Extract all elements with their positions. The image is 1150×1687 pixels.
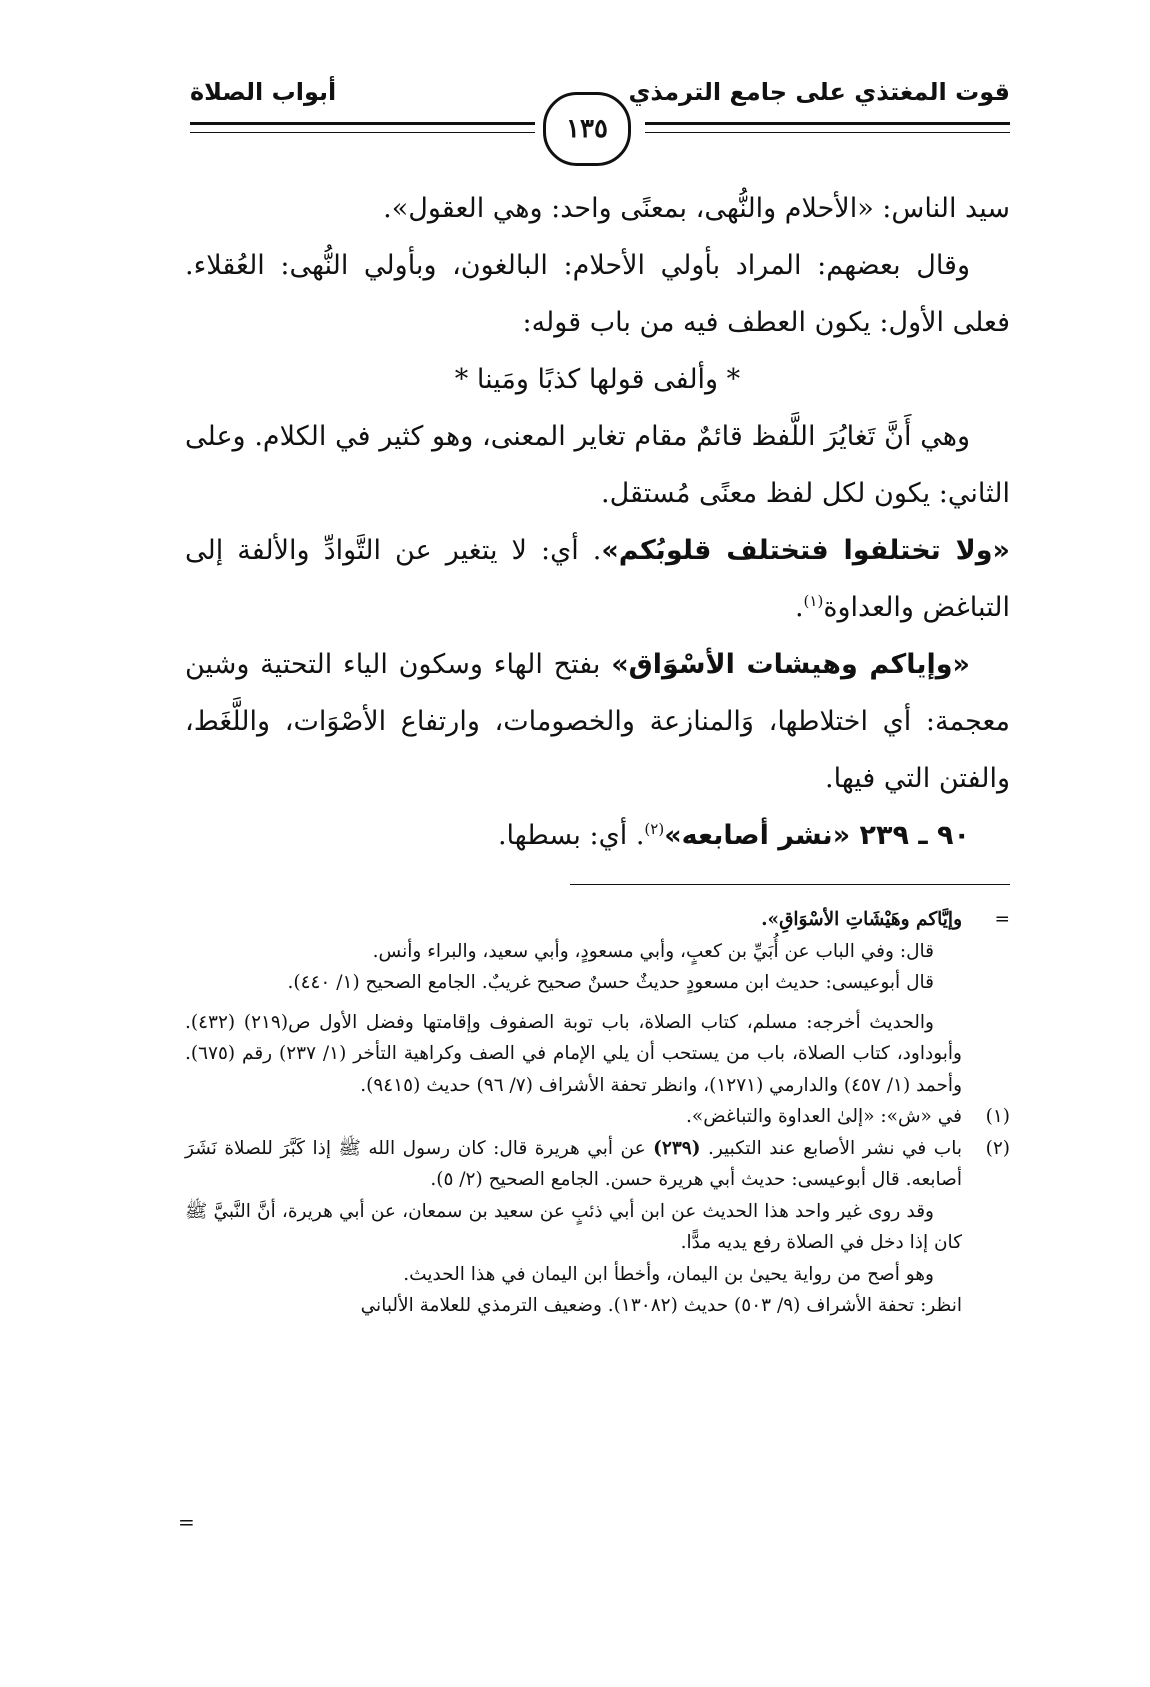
footnote-2-chapter: باب في نشر الأصابع عند التكبير. [700,1137,962,1159]
section-title: أبواب الصلاة [190,78,337,106]
hadith-number: ٩٠ ـ ٢٣٩ [850,820,970,851]
footnote-2-hadith-text: عن أبي هريرة قال: كان رسول الله ﷺ إذا كَبَّرَ للصلاة نَشَرَ أصابعه. قال أبوعيسى: حديث أبي هريرة حسن. الجامع الصحيح (٢/ ٥). [185,1137,962,1190]
continuation-line-1: قال: وفي الباب عن أُبَيِّ بن كعبٍ، وأبي مسعودٍ، وأبي سعيد، والبراء وأنس. [372,940,934,962]
footnote-ref-1[interactable]: (١) [803,592,824,610]
book-title: قوت المغتذي على جامع الترمذي [628,78,1010,106]
footnote-2-mark: (٢) [985,1137,1010,1159]
page-number: ١٣٥ [543,92,631,166]
continues-mark: = [178,1510,195,1534]
footnote-1-text: في «ش»: «إلىٰ العداوة والتباغض». [686,1106,962,1127]
continuation-mark: = [994,909,1010,930]
footnotes [185,904,1010,1322]
footnote-2-line-2: وقد روى غير واحد هذا الحديث عن ابن أبي ذئبٍ عن سعيد بن سمعان، عن أبي هريرة، أنَّ النَّبيَّ ﷺ كان إذا دخل في الصلاة رفع يديه مدًّا. [185,1200,962,1253]
continuation-line-2: قال أبوعيسى: حديث ابن مسعودٍ حديثٌ حسنٌ صحيح غريبٌ. الجامع الصحيح (١/ ٤٤٠). [287,972,934,993]
footnote-continuation [185,904,1010,1101]
header-rule-right [645,122,1010,133]
verse-line: * وألفى قولها كذبًا ومَينا * [454,364,741,395]
paragraph-4 [185,522,1010,636]
continuation-lemma: وإيَّاكم وهَيْشَاتِ الأسْوَاقِ». [761,909,962,930]
hadith-lemma: «نشر أصابعه» [664,820,851,851]
footnote-1 [185,1101,1010,1133]
footnote-separator [570,884,1010,885]
paragraph-3: وهي أَنَّ تَغايُرَ اللَّفظ قائمٌ مقام تغاير المعنى، وهو كثير في الكلام. وعلى الثاني: يكون لكل لفظ معنًى مُستقل. [185,421,1010,509]
hadith-lemma: «وإياكم وهيشات الأسْوَاق» [611,649,970,680]
continuation-line-3: والحديث أخرجه: مسلم، كتاب الصلاة، باب توبة الصفوف وإقامتها وفضل الأول ص(٢١٩) (٤٣٢). وأبوداود، كتاب الصلاة، باب من يستحب أن يلي الإمام في الصف وكراهية التأخر (١/ ٢٣٧) رقم (٦٧٥). وأحمد (١/ ٤٥٧) والدارمي (١٢٧١)، وانظر تحفة الأشراف (٧/ ٩٦) حديث (٩٤١٥). [185,1011,962,1096]
footnote-ref-2[interactable]: (٢) [644,820,665,838]
footnote-2-line-3: وهو أصح من رواية يحيىٰ بن اليمان، وأخطأ ابن اليمان في هذا الحديث. [403,1263,934,1285]
paragraph-6 [185,807,1010,864]
header-rule-left [190,122,535,133]
footnote-1-mark: (١) [985,1106,1010,1127]
hadith-lemma: «ولا تختلفوا فتختلف قلوبُكم» [601,535,1010,566]
footnote-2 [185,1133,1010,1322]
paragraph-2: وقال بعضهم: المراد بأولي الأحلام: البالغون، وبأولي النُّهى: العُقلاء. فعلى الأول: يكون العطف فيه من باب قوله: [185,250,1010,338]
paragraph-1: سيد الناس: «الأحلام والنُّهى، بمعنًى واحد: وهي العقول». [383,193,1010,224]
page-header [190,70,1010,160]
paragraph-5-text: بفتح الهاء وسكون الياء التحتية وشين معجمة: أي اختلاطها، وَالمنازعة والخصومات، وارتفاع الأصْوَات، واللَّغَط، والفتن التي فيها. [185,649,1010,794]
paragraph-6-text: . أي: بسطها. [497,820,645,851]
paragraph-5 [185,636,1010,807]
paragraph-4-end: . [794,592,804,623]
main-text [185,180,1010,864]
footnote-2-hadith-number: (٢٣٩) [653,1137,701,1159]
footnote-2-line-1 [185,1133,962,1196]
footnote-2-line-4: انظر: تحفة الأشراف (٩/ ٥٠٣) حديث (١٣٠٨٢). وضعيف الترمذي للعلامة الألباني [360,1295,962,1316]
paragraph-4-text: . أي: لا يتغير عن التَّوادِّ والألفة إلى التباغض والعداوة [185,535,1010,623]
